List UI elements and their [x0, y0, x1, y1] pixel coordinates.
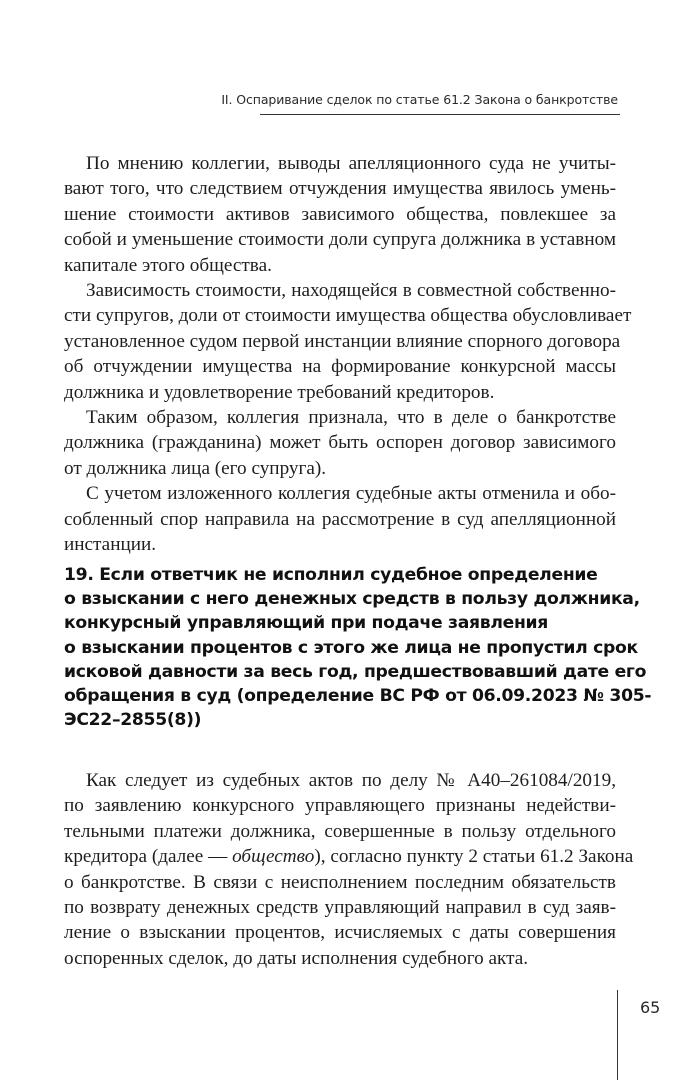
text-line — [64, 844, 634, 869]
running-header: II. Оспаривание сделок по статье 61.2 Закона о банкротстве — [221, 92, 618, 107]
heading-line: 19. Если ответчик не исполнил судебное определение — [64, 565, 598, 585]
text-line: собленный спор направила на рассмотрение в суд апелляционной — [64, 508, 616, 530]
text-line: установленное судом первой инстанции влияние спорного договора — [64, 330, 621, 352]
defined-term: общество — [232, 846, 315, 868]
text-line: собой и уменьшение стоимости доли супруга должника в уставном — [64, 229, 616, 251]
heading-line: о взыскании процентов с этого же лица не пропустил срок — [64, 637, 638, 658]
text-line: о банкротстве. В связи с неисполнением последним обязательств — [64, 871, 616, 893]
text-block-lower — [64, 768, 634, 971]
heading-line: ЭС22–2855(8)) — [64, 710, 202, 731]
text-run: кредитора (далее — — [64, 846, 233, 868]
text-line: по заявлению конкурсного управляющего признаны недействи- — [64, 795, 616, 817]
paragraph — [64, 151, 616, 278]
paragraph — [64, 405, 616, 481]
text-run: ), согласно пункту 2 статьи 61.2 Закона — [314, 846, 634, 868]
paragraph — [64, 768, 634, 971]
heading-line: о взыскании с него денежных средств в пользу должника, — [64, 589, 640, 610]
heading-line: обращения в суд (определение ВС РФ от 06.09.2023 № 305- — [64, 686, 652, 707]
text-line: С учетом изложенного коллегия судебные акты отменила и обо- — [86, 483, 616, 505]
text-line: По мнению коллегии, выводы апелляционного суда не учиты- — [86, 153, 616, 174]
text-line: инстанции. — [64, 534, 157, 556]
text-line: шение стоимости активов зависимого общества, повлекшее за — [64, 203, 616, 225]
page-number: 65 — [640, 998, 661, 1017]
section-heading — [64, 563, 652, 732]
text-line: Зависимость стоимости, находящейся в совместной собственно- — [86, 280, 616, 302]
header-rule — [260, 114, 620, 115]
text-line: от должника лица (его супруга). — [64, 457, 327, 479]
text-line: Таким образом, коллегия признала, что в деле о банкротстве — [86, 407, 616, 429]
text-line: тельными платежи должника, совершенные в пользу отдельного — [64, 820, 616, 842]
text-line: ление о взыскании процентов, исчисляемых с даты совершения — [64, 922, 616, 944]
text-line: Как следует из судебных актов по делу № А40–261084/2019, — [86, 770, 616, 791]
text-line: капитале этого общества. — [64, 254, 272, 276]
paragraph — [64, 278, 632, 405]
paragraph — [64, 481, 616, 557]
heading-line: исковой давности за весь год, предшествовавший дате его — [64, 661, 647, 682]
text-line: оспоренных сделок, до даты исполнения судебного акта. — [64, 947, 529, 969]
text-block-upper — [64, 151, 632, 558]
text-line: об отчуждении имущества на формирование конкурсной массы — [64, 356, 616, 378]
text-line: по возврату денежных средств управляющий направил в суд заяв- — [64, 897, 616, 919]
text-line: сти супругов, доли от стоимости имущества общества обусловливает — [64, 305, 632, 327]
text-line: вают того, что следствием отчуждения имущества явилось умень- — [64, 178, 616, 200]
text-line: должника и удовлетворение требований кредиторов. — [64, 381, 495, 403]
heading-line: конкурсный управляющий при подаче заявления — [64, 613, 549, 634]
page-number-rule — [617, 990, 618, 1080]
text-line: должника (гражданина) может быть оспорен договор зависимого — [64, 432, 616, 454]
